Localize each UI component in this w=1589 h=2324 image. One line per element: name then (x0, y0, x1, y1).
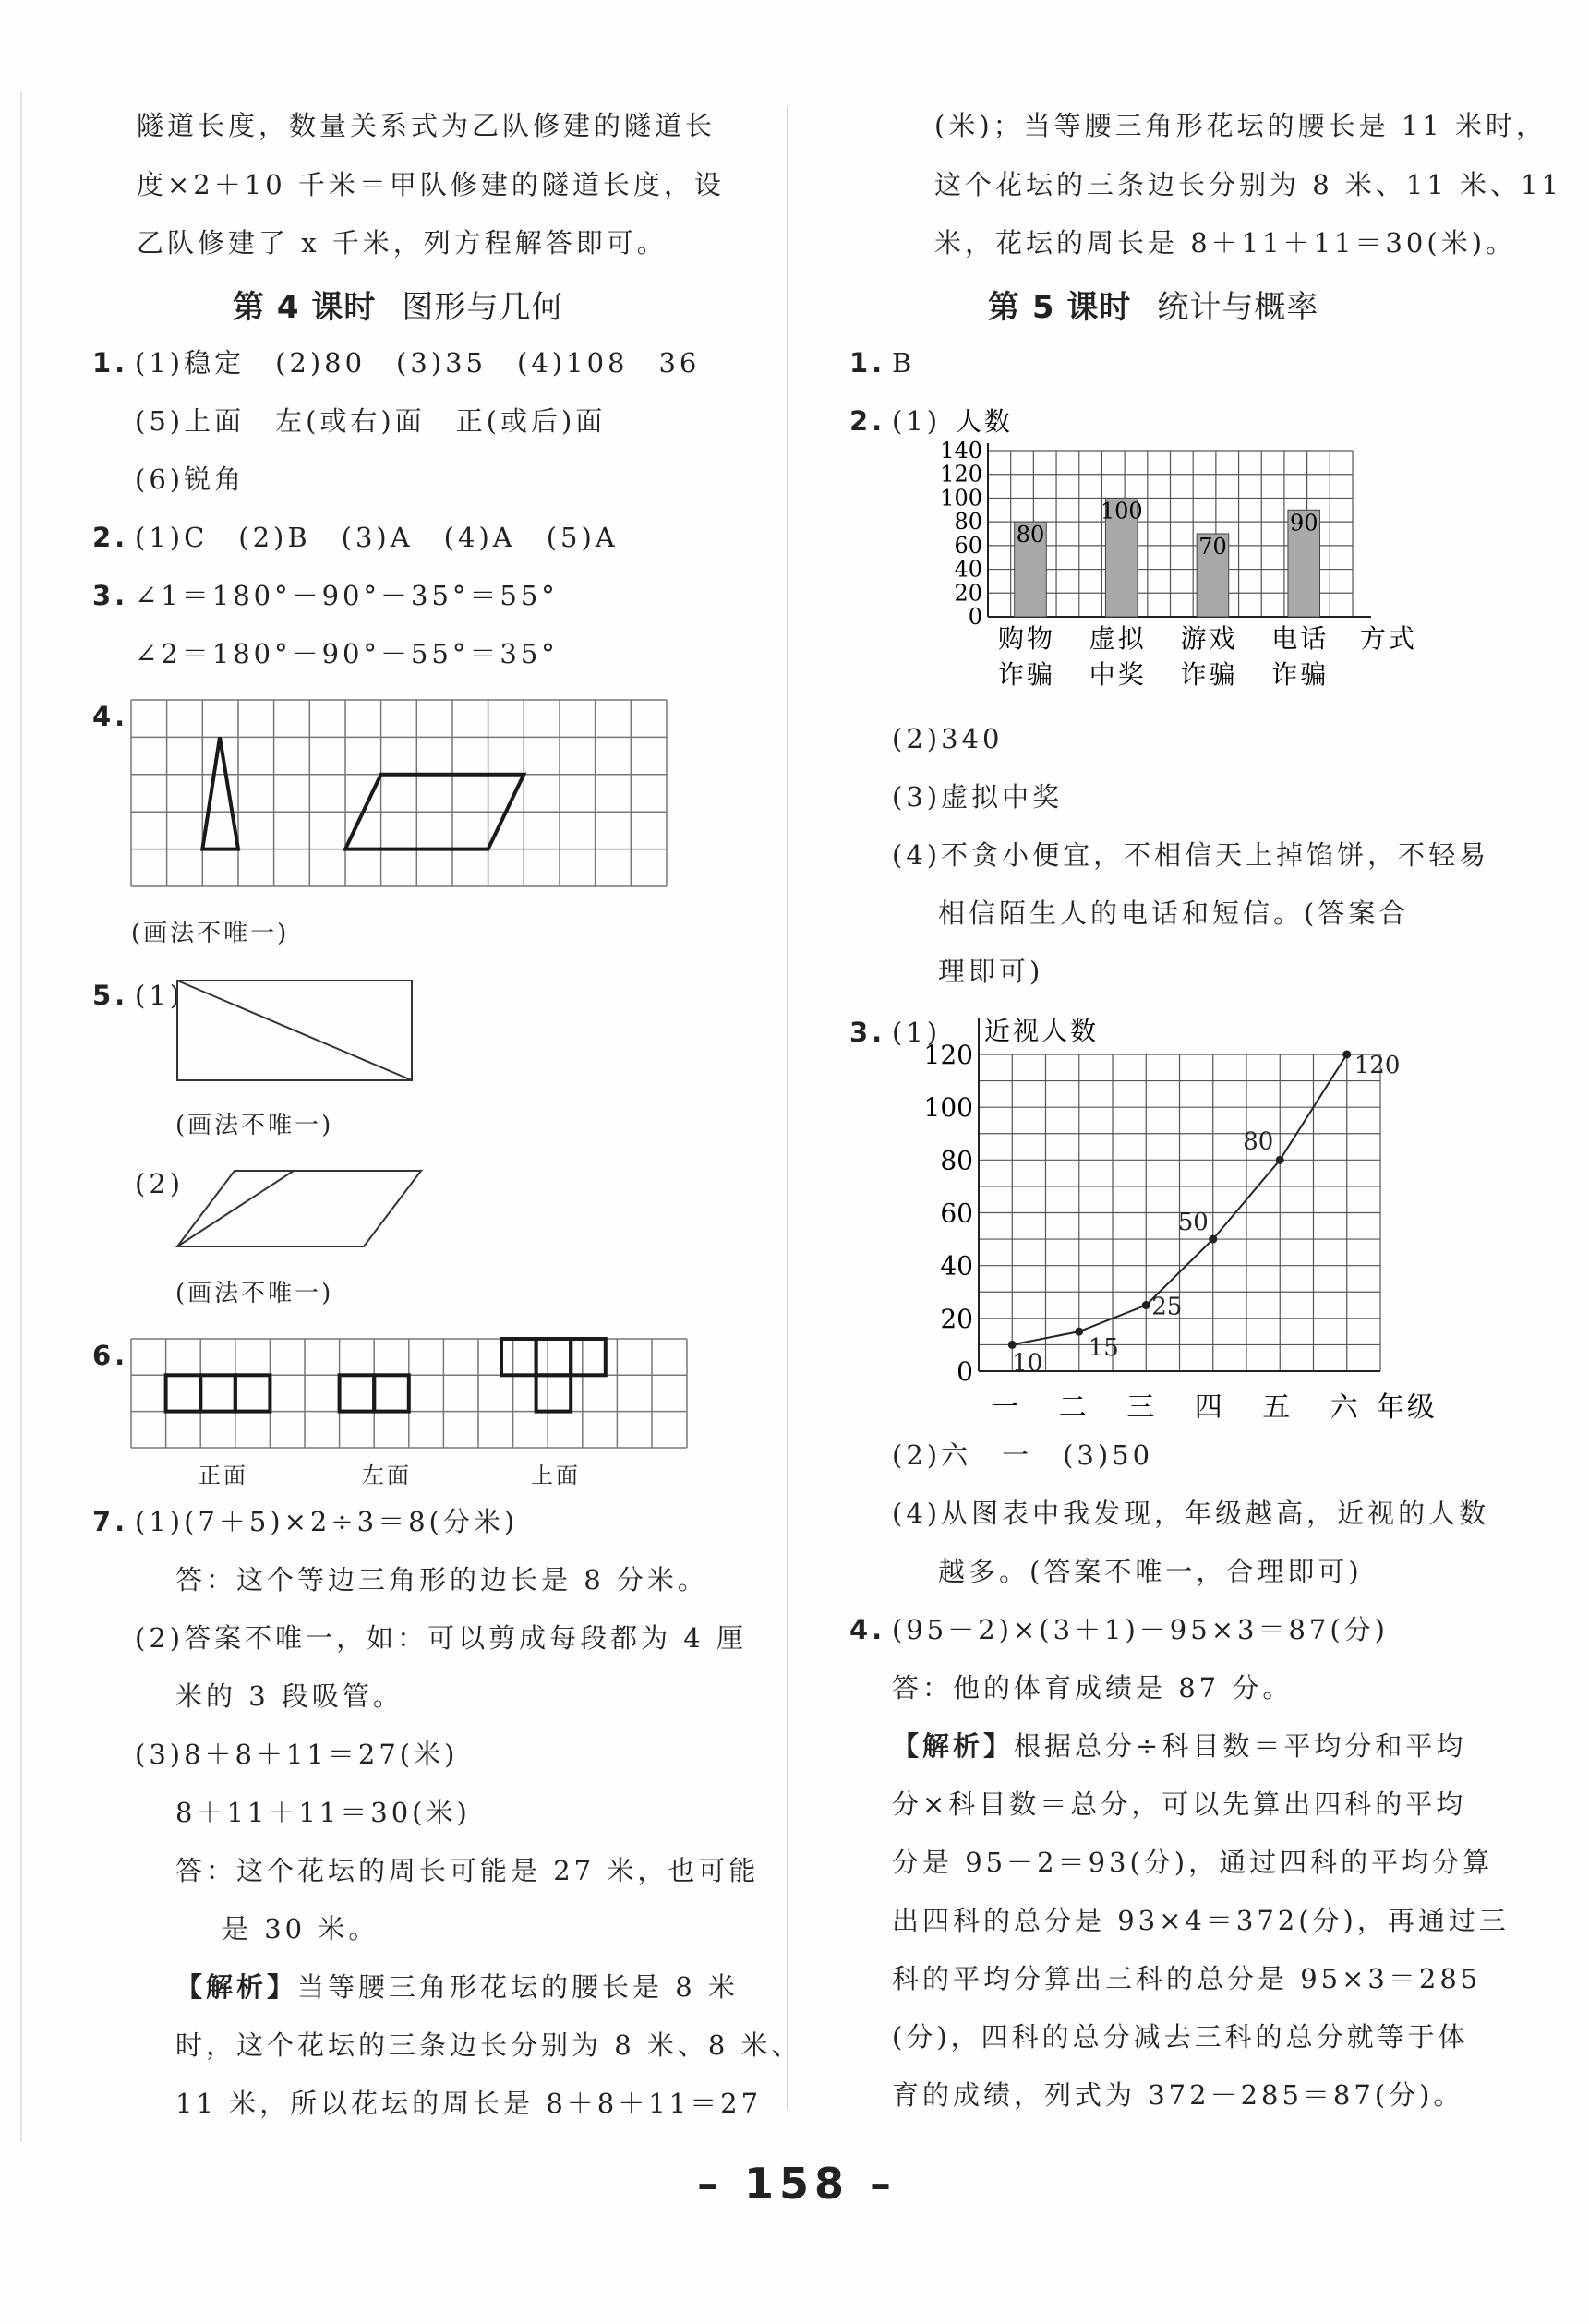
q7-line-6: 8＋11＋11＝30(米) (175, 1797, 471, 1828)
right-intro-line-3: 米，花坛的周长是 8＋11＋11＝30(米)。 (934, 227, 1517, 259)
q7-line-2: 答：这个等边三角形的边长是 8 分米。 (175, 1564, 708, 1595)
question-number: 7. (92, 1506, 129, 1537)
y-tick-label: 100 (923, 1092, 973, 1124)
r-q2-answer-4c: 理即可) (938, 956, 1044, 987)
analysis-text: 根据总分÷科目数＝平均分和平均 (1014, 1730, 1467, 1762)
r-q3-part-1: (1) (892, 1017, 942, 1048)
y-tick-label: 20 (940, 1303, 973, 1334)
r-q4-analysis-line-2: 分×科目数＝总分，可以先算出四科的平均 (892, 1788, 1467, 1820)
q4-grid-figure (129, 698, 668, 888)
data-point (1342, 1051, 1351, 1059)
q5-rectangle-figure (175, 979, 415, 1084)
r-q2-answer-4b: 相信陌生人的电话和短信。(答案合 (938, 897, 1410, 929)
y-tick-label: 80 (940, 1145, 973, 1176)
x-tick-label: 电话 (1271, 623, 1330, 654)
x-tick-label: 一 (991, 1391, 1019, 1424)
section-name: 图形与几何 (402, 289, 564, 326)
r-q3-answer-4b: 越多。(答案不唯一，合理即可) (938, 1556, 1363, 1587)
y-tick-label: 40 (940, 1250, 973, 1282)
right-intro-line-1: (米)；当等腰三角形花坛的腰长是 11 米时， (934, 110, 1547, 141)
bar-chart (919, 397, 1436, 702)
x-tick-label: 诈骗 (1271, 659, 1330, 690)
question-number: 3. (92, 580, 129, 611)
x-tick-label: 三 (1126, 1391, 1155, 1424)
r-q2-part-1: (1) (892, 405, 942, 437)
x-tick-label: 虚拟 (1089, 623, 1147, 654)
q2-text: (1)C (2)B (3)A (4)A (5)A (135, 522, 619, 553)
q6-views-grid (129, 1337, 689, 1450)
q7-analysis-line-1 (175, 1969, 739, 2005)
r-q4-analysis-line-3: 分是 95－2＝93(分)，通过四科的平均分算 (892, 1847, 1494, 1878)
y-tick-label: 100 (940, 485, 982, 512)
y-tick-label: 120 (940, 461, 982, 488)
r-q4-analysis-line-4: 出四科的总分是 93×4＝372(分)，再通过三 (892, 1905, 1510, 1936)
y-tick-label: 120 (923, 1040, 973, 1070)
x-tick-label: 六 (1330, 1391, 1358, 1424)
r-q4-line-2: 答：他的体育成绩是 87 分。 (892, 1672, 1294, 1704)
data-point (1209, 1235, 1217, 1244)
analysis-tag: 【解析】 (175, 1971, 298, 2003)
x-tick-label: 五 (1262, 1391, 1291, 1424)
q1-line-2: (5)上面 左(或右)面 正(或后)面 (135, 405, 607, 437)
q7-line-4: 米的 3 段吸管。 (175, 1680, 403, 1712)
page-number: – 158 – (697, 2159, 897, 2209)
analysis-tag: 【解析】 (892, 1730, 1015, 1762)
question-number: 1. (849, 347, 886, 379)
q5-part-1: (1) (135, 980, 185, 1011)
page-edge-rule (20, 92, 22, 2142)
x-tick-label: 购物 (997, 623, 1055, 654)
q7-analysis-line-2: 时，这个花坛的三条边长分别为 8 米、8 米、 (175, 2029, 802, 2061)
data-point (1142, 1301, 1150, 1309)
r-q4-analysis-line-5: 科的平均分算出三科的总分是 95×3＝285 (892, 1963, 1482, 1994)
r-q2-answer-2: (2)340 (892, 723, 1004, 754)
right-intro-line-2: 这个花坛的三条边长分别为 8 米、11 米、11 (934, 169, 1562, 200)
x-tick-label: 诈骗 (1180, 659, 1238, 690)
x-axis-label: 年级 (1376, 1391, 1438, 1424)
q5-part-2: (2) (135, 1168, 185, 1199)
q7-line-1: (1)(7＋5)×2÷3＝8(分米) (135, 1506, 519, 1537)
question-number: 4. (92, 701, 129, 732)
x-tick-label: 游戏 (1180, 623, 1238, 654)
data-label: 120 (1354, 1052, 1401, 1079)
q3-line-2: ∠2＝180°－90°－55°＝35° (135, 638, 559, 669)
bar-value-label: 80 (1016, 522, 1045, 548)
r-q3-answer-2: (2)六 一 (3)50 (892, 1439, 1154, 1471)
section-title-4 (233, 282, 563, 327)
data-point (1008, 1341, 1017, 1349)
x-axis-label: 方式 (1360, 623, 1418, 654)
bar-value-label: 100 (1100, 498, 1143, 524)
r-q4-analysis-line-6: (分)，四科的总分减去三科的总分就等于体 (892, 2021, 1469, 2053)
q5-parallelogram-figure (175, 1167, 425, 1250)
question-number: 2. (92, 522, 129, 553)
question-number: 6. (92, 1340, 129, 1371)
data-label: 10 (1012, 1349, 1043, 1378)
r-q4-analysis-line-7: 育的成绩，列式为 372－285＝87(分)。 (892, 2079, 1464, 2111)
x-tick-label: 二 (1058, 1391, 1087, 1424)
q4-note: (画法不唯一) (131, 920, 290, 947)
intro-line-2: 度×2＋10 千米＝甲队修建的隧道长度，设 (137, 169, 725, 200)
y-tick-label: 60 (940, 1198, 973, 1229)
q5-note-1: (画法不唯一) (175, 1112, 334, 1139)
q7-line-7: 答：这个花坛的周长可能是 27 米，也可能 (175, 1855, 760, 1886)
bar-value-label: 90 (1289, 510, 1318, 536)
y-tick-label: 40 (954, 556, 982, 583)
view-label-top: 上面 (531, 1463, 581, 1488)
question-number: 4. (849, 1614, 886, 1645)
y-tick-label: 60 (954, 532, 982, 559)
q5-note-2: (画法不唯一) (175, 1280, 334, 1307)
data-label: 15 (1088, 1334, 1119, 1363)
section-number: 第 5 课时 (988, 289, 1132, 326)
r-q4-analysis-line-1 (892, 1728, 1466, 1764)
data-label: 80 (1243, 1127, 1274, 1156)
q1-line-1: (1)稳定 (2)80 (3)35 (4)108 36 (135, 347, 701, 379)
question-number: 2. (849, 405, 886, 437)
intro-line-3: 乙队修建了 x 千米，列方程解答即可。 (137, 227, 668, 259)
y-axis-label: 近视人数 (984, 1016, 1100, 1046)
section-name: 统计与概率 (1157, 289, 1319, 326)
y-tick-label: 0 (968, 604, 982, 630)
data-label: 50 (1177, 1209, 1209, 1237)
line-chart (923, 1006, 1468, 1431)
question-number: 5. (92, 980, 129, 1011)
view-label-front: 正面 (199, 1463, 248, 1488)
intro-line-1: 隧道长度，数量关系式为乙队修建的隧道长 (137, 110, 716, 141)
section-title-5 (988, 282, 1318, 327)
y-tick-label: 140 (940, 438, 982, 464)
r-q3-answer-4a: (4)从图表中我发现，年级越高，近视的人数 (892, 1498, 1490, 1529)
r-q2-answer-4a: (4)不贪小便宜，不相信天上掉馅饼，不轻易 (892, 839, 1490, 871)
data-point (1075, 1328, 1083, 1336)
y-tick-label: 20 (954, 580, 982, 607)
column-divider (787, 106, 788, 2110)
y-tick-label: 0 (957, 1356, 973, 1387)
x-tick-label: 中奖 (1089, 659, 1147, 690)
x-tick-label: 诈骗 (997, 659, 1055, 690)
q7-line-8: 是 30 米。 (222, 1913, 379, 1945)
data-point (1276, 1156, 1284, 1164)
r-q1-text: B (892, 347, 916, 379)
q3-line-1: ∠1＝180°－90°－35°＝55° (135, 580, 559, 611)
q7-analysis-line-3: 11 米，所以花坛的周长是 8＋8＋11＝27 (175, 2088, 763, 2119)
view-label-left: 左面 (362, 1463, 412, 1488)
bar-value-label: 70 (1198, 534, 1227, 560)
y-tick-label: 80 (954, 509, 982, 536)
r-q4-line-1: (95－2)×(3＋1)－95×3＝87(分) (892, 1614, 1389, 1645)
q7-line-5: (3)8＋8＋11＝27(米) (135, 1739, 459, 1770)
q1-line-3: (6)锐角 (135, 464, 246, 495)
y-axis-label: 人数 (956, 406, 1014, 437)
question-number: 3. (849, 1017, 886, 1048)
data-label: 25 (1151, 1293, 1183, 1321)
x-tick-label: 四 (1194, 1391, 1222, 1424)
question-number: 1. (92, 347, 129, 379)
analysis-text: 当等腰三角形花坛的腰长是 8 米 (297, 1971, 739, 2003)
r-q2-answer-3: (3)虚拟中奖 (892, 781, 1064, 813)
section-number: 第 4 课时 (233, 289, 377, 326)
q7-line-3: (2)答案不唯一，如：可以剪成每段都为 4 厘 (135, 1622, 747, 1654)
